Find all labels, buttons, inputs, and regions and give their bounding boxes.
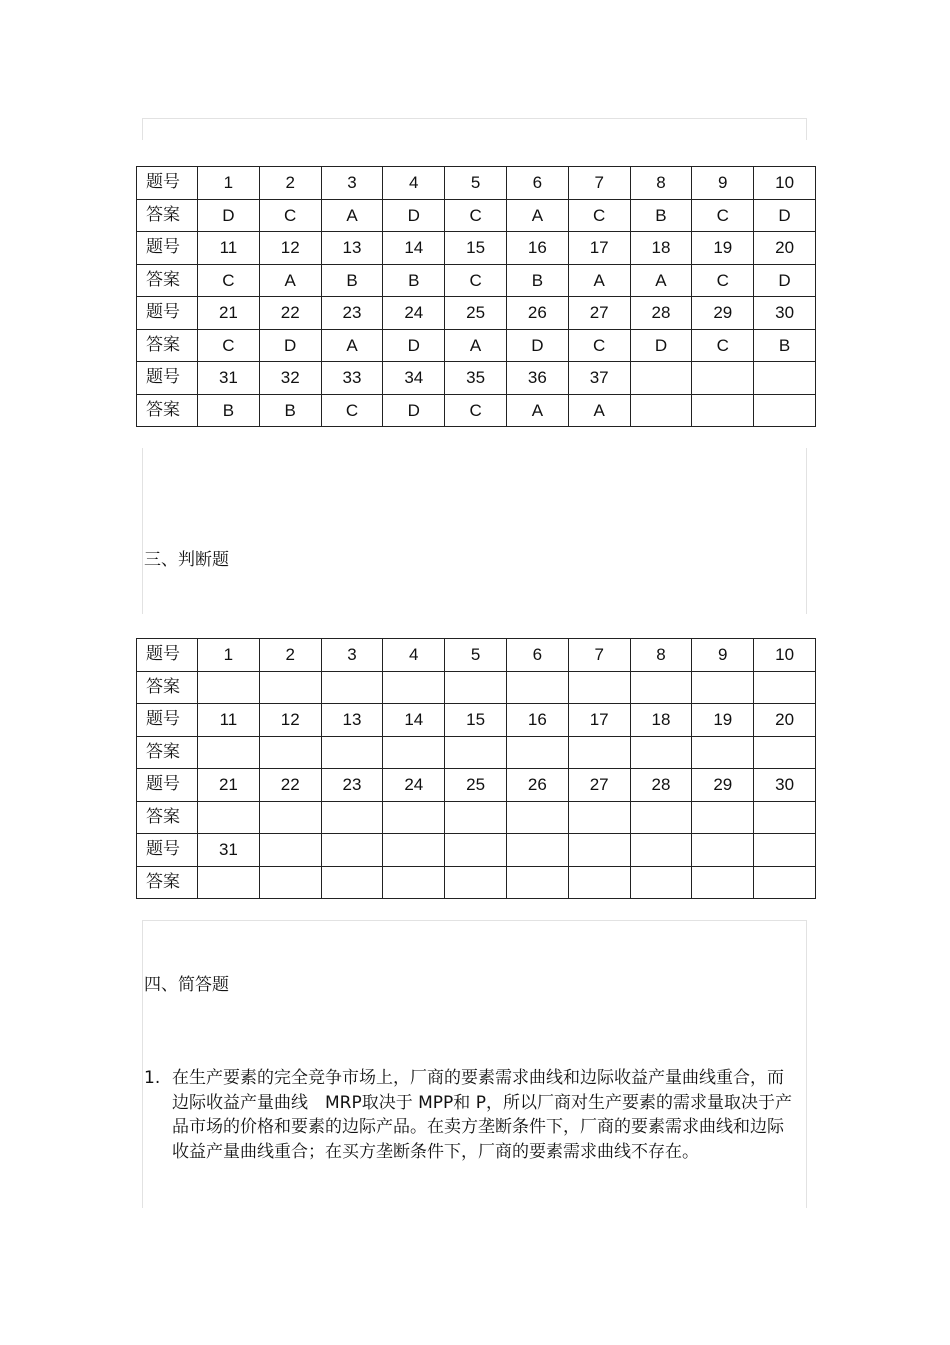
table-cell: 19	[692, 704, 754, 737]
table-cell	[692, 362, 754, 395]
table-cell: 5	[445, 639, 507, 672]
table-cell: B	[259, 394, 321, 427]
table-cell: 14	[383, 232, 445, 265]
table-cell	[630, 671, 692, 704]
table-cell: 21	[198, 297, 260, 330]
table-cell	[383, 671, 445, 704]
row-label: 答案	[137, 264, 198, 297]
row-label: 答案	[137, 199, 198, 232]
table-cell: 17	[568, 232, 630, 265]
table-cell: 1	[198, 639, 260, 672]
table-cell	[259, 801, 321, 834]
table-cell: 9	[692, 639, 754, 672]
table-row	[137, 362, 816, 395]
table-cell	[630, 866, 692, 899]
table-cell: D	[630, 329, 692, 362]
table-row	[137, 736, 816, 769]
table-cell: 14	[383, 704, 445, 737]
section-heading-true-false: 三、判断题	[144, 550, 229, 570]
table-cell	[692, 866, 754, 899]
row-label: 答案	[137, 801, 198, 834]
table-cell: 31	[198, 834, 260, 867]
table-cell: 13	[321, 232, 383, 265]
table-cell: 10	[754, 167, 816, 200]
table-cell	[383, 866, 445, 899]
table-cell: 25	[445, 297, 507, 330]
table-cell: D	[383, 394, 445, 427]
row-label: 答案	[137, 394, 198, 427]
table-cell: 36	[506, 362, 568, 395]
table-cell: A	[445, 329, 507, 362]
table-cell: A	[321, 329, 383, 362]
table-cell: B	[198, 394, 260, 427]
table-cell: 15	[445, 704, 507, 737]
table-cell: 8	[630, 167, 692, 200]
table-cell	[321, 671, 383, 704]
table-cell: 31	[198, 362, 260, 395]
table-cell: D	[754, 264, 816, 297]
table-cell: 10	[754, 639, 816, 672]
table-cell	[630, 736, 692, 769]
frame-right-line	[806, 118, 807, 140]
table-row	[137, 639, 816, 672]
table-cell: A	[630, 264, 692, 297]
table-cell	[754, 866, 816, 899]
table-cell: 6	[506, 167, 568, 200]
table-cell: A	[321, 199, 383, 232]
table-cell: 2	[259, 167, 321, 200]
table-cell	[259, 866, 321, 899]
table-cell: 23	[321, 769, 383, 802]
table-cell: 21	[198, 769, 260, 802]
row-label: 题号	[137, 639, 198, 672]
table-cell: 18	[630, 232, 692, 265]
table-cell: C	[445, 264, 507, 297]
frame-top-line	[142, 920, 806, 921]
table-cell	[321, 834, 383, 867]
table-cell: 3	[321, 639, 383, 672]
row-label: 答案	[137, 671, 198, 704]
row-label: 题号	[137, 704, 198, 737]
table-cell: 4	[383, 167, 445, 200]
table-cell: 33	[321, 362, 383, 395]
table-cell: 26	[506, 769, 568, 802]
table-cell: 25	[445, 769, 507, 802]
table-cell: D	[506, 329, 568, 362]
table-cell: C	[198, 264, 260, 297]
table-cell: 7	[568, 639, 630, 672]
table-cell: C	[692, 329, 754, 362]
table-cell	[259, 736, 321, 769]
mc-answer-table	[136, 166, 816, 427]
item-number: 1.	[144, 1068, 161, 1088]
table-row	[137, 297, 816, 330]
table-row	[137, 671, 816, 704]
table-cell: C	[259, 199, 321, 232]
table-cell: A	[506, 199, 568, 232]
table-cell: 29	[692, 297, 754, 330]
table-cell: 20	[754, 232, 816, 265]
row-label: 题号	[137, 769, 198, 802]
table-cell: B	[630, 199, 692, 232]
table-cell	[568, 671, 630, 704]
table-cell: 28	[630, 297, 692, 330]
table-cell: 5	[445, 167, 507, 200]
table-cell: B	[754, 329, 816, 362]
table-cell	[630, 394, 692, 427]
table-cell: C	[692, 199, 754, 232]
table-cell	[754, 736, 816, 769]
table-cell	[568, 834, 630, 867]
table-cell	[383, 801, 445, 834]
row-label: 答案	[137, 329, 198, 362]
frame-right-line	[806, 920, 807, 1208]
table-cell: D	[259, 329, 321, 362]
frame-left-line	[142, 118, 143, 140]
table-cell: 29	[692, 769, 754, 802]
table-cell	[198, 866, 260, 899]
table-cell	[198, 801, 260, 834]
table-cell: B	[321, 264, 383, 297]
table-cell: C	[568, 329, 630, 362]
table-cell	[445, 671, 507, 704]
table-cell	[692, 736, 754, 769]
table-cell	[568, 866, 630, 899]
table-cell: C	[321, 394, 383, 427]
table-cell: A	[568, 264, 630, 297]
table-cell	[630, 362, 692, 395]
table-row	[137, 834, 816, 867]
table-cell	[506, 736, 568, 769]
table-cell: 15	[445, 232, 507, 265]
row-label: 题号	[137, 167, 198, 200]
table-cell: B	[506, 264, 568, 297]
table-row	[137, 329, 816, 362]
row-label: 题号	[137, 232, 198, 265]
table-cell: A	[568, 394, 630, 427]
table-cell: 37	[568, 362, 630, 395]
table-row	[137, 704, 816, 737]
table-cell: 12	[259, 232, 321, 265]
table-cell: 32	[259, 362, 321, 395]
frame-left-line	[142, 920, 143, 1208]
table-cell	[692, 801, 754, 834]
table-cell: B	[383, 264, 445, 297]
table-cell: D	[198, 199, 260, 232]
table-cell	[506, 671, 568, 704]
item-text: 在生产要素的完全竞争市场上，厂商的要素需求曲线和边际收益产量曲线重合，而边际收益产量曲线 MRP取决于 MPP和 P，所以厂商对生产要素的需求量取决于产品市场的价格和要素的边际产品。在卖方垄断条件下，厂商的要素需求曲线和边际收益产量曲线重合；在买方垄断条件下，厂商的要素需求曲线不存在。	[172, 1068, 792, 1162]
table-cell	[692, 834, 754, 867]
table-cell	[383, 736, 445, 769]
table-cell: 12	[259, 704, 321, 737]
table-cell: A	[506, 394, 568, 427]
table-cell	[630, 801, 692, 834]
table-cell: D	[383, 199, 445, 232]
table-cell: 3	[321, 167, 383, 200]
table-cell: 19	[692, 232, 754, 265]
table-cell	[321, 736, 383, 769]
table-cell: C	[445, 199, 507, 232]
row-label: 题号	[137, 297, 198, 330]
table-cell	[445, 866, 507, 899]
table-cell	[692, 394, 754, 427]
table-cell: 16	[506, 232, 568, 265]
table-row	[137, 769, 816, 802]
table-cell: 4	[383, 639, 445, 672]
table-cell	[198, 671, 260, 704]
table-row	[137, 866, 816, 899]
table-cell	[383, 834, 445, 867]
table-cell: C	[692, 264, 754, 297]
table-row	[137, 232, 816, 265]
table-cell	[445, 736, 507, 769]
table-cell	[321, 866, 383, 899]
table-cell: A	[259, 264, 321, 297]
table-cell: C	[445, 394, 507, 427]
frame-left-line	[142, 448, 143, 614]
table-cell	[754, 394, 816, 427]
tf-answer-table	[136, 638, 816, 899]
table-cell: C	[198, 329, 260, 362]
table-cell	[754, 834, 816, 867]
table-cell	[259, 834, 321, 867]
table-cell	[321, 801, 383, 834]
table-cell: 17	[568, 704, 630, 737]
table-cell	[259, 671, 321, 704]
frame-top-line	[142, 118, 806, 119]
table-cell	[445, 834, 507, 867]
table-cell: 6	[506, 639, 568, 672]
table-cell: 27	[568, 297, 630, 330]
table-row	[137, 801, 816, 834]
table-cell: 9	[692, 167, 754, 200]
table-cell: 24	[383, 769, 445, 802]
table-cell: 23	[321, 297, 383, 330]
table-row	[137, 264, 816, 297]
section-heading-short-answer: 四、简答题	[144, 975, 229, 995]
frame-right-line	[806, 448, 807, 614]
table-cell	[568, 801, 630, 834]
table-cell: 27	[568, 769, 630, 802]
table-row	[137, 199, 816, 232]
table-cell	[568, 736, 630, 769]
table-cell: 2	[259, 639, 321, 672]
table-cell: 16	[506, 704, 568, 737]
table-cell: 22	[259, 769, 321, 802]
table-cell	[506, 801, 568, 834]
table-cell: 34	[383, 362, 445, 395]
table-cell: 11	[198, 232, 260, 265]
table-cell: 11	[198, 704, 260, 737]
table-cell: 24	[383, 297, 445, 330]
table-cell: 1	[198, 167, 260, 200]
table-cell: 8	[630, 639, 692, 672]
table-cell	[692, 671, 754, 704]
table-row	[137, 167, 816, 200]
table-cell	[445, 801, 507, 834]
table-cell	[630, 834, 692, 867]
short-answer-item	[144, 1066, 804, 1164]
table-cell	[754, 801, 816, 834]
table-cell: 26	[506, 297, 568, 330]
table-cell: 7	[568, 167, 630, 200]
table-row	[137, 394, 816, 427]
row-label: 答案	[137, 866, 198, 899]
table-cell: D	[754, 199, 816, 232]
table-cell: 20	[754, 704, 816, 737]
table-cell	[198, 736, 260, 769]
table-cell: 30	[754, 297, 816, 330]
table-cell: 22	[259, 297, 321, 330]
table-cell: D	[383, 329, 445, 362]
table-cell	[506, 866, 568, 899]
table-cell: 35	[445, 362, 507, 395]
table-cell	[754, 362, 816, 395]
table-cell: 18	[630, 704, 692, 737]
row-label: 答案	[137, 736, 198, 769]
table-cell: 13	[321, 704, 383, 737]
table-cell: 30	[754, 769, 816, 802]
table-cell	[754, 671, 816, 704]
row-label: 题号	[137, 834, 198, 867]
row-label: 题号	[137, 362, 198, 395]
table-cell: 28	[630, 769, 692, 802]
table-cell: C	[568, 199, 630, 232]
table-cell	[506, 834, 568, 867]
